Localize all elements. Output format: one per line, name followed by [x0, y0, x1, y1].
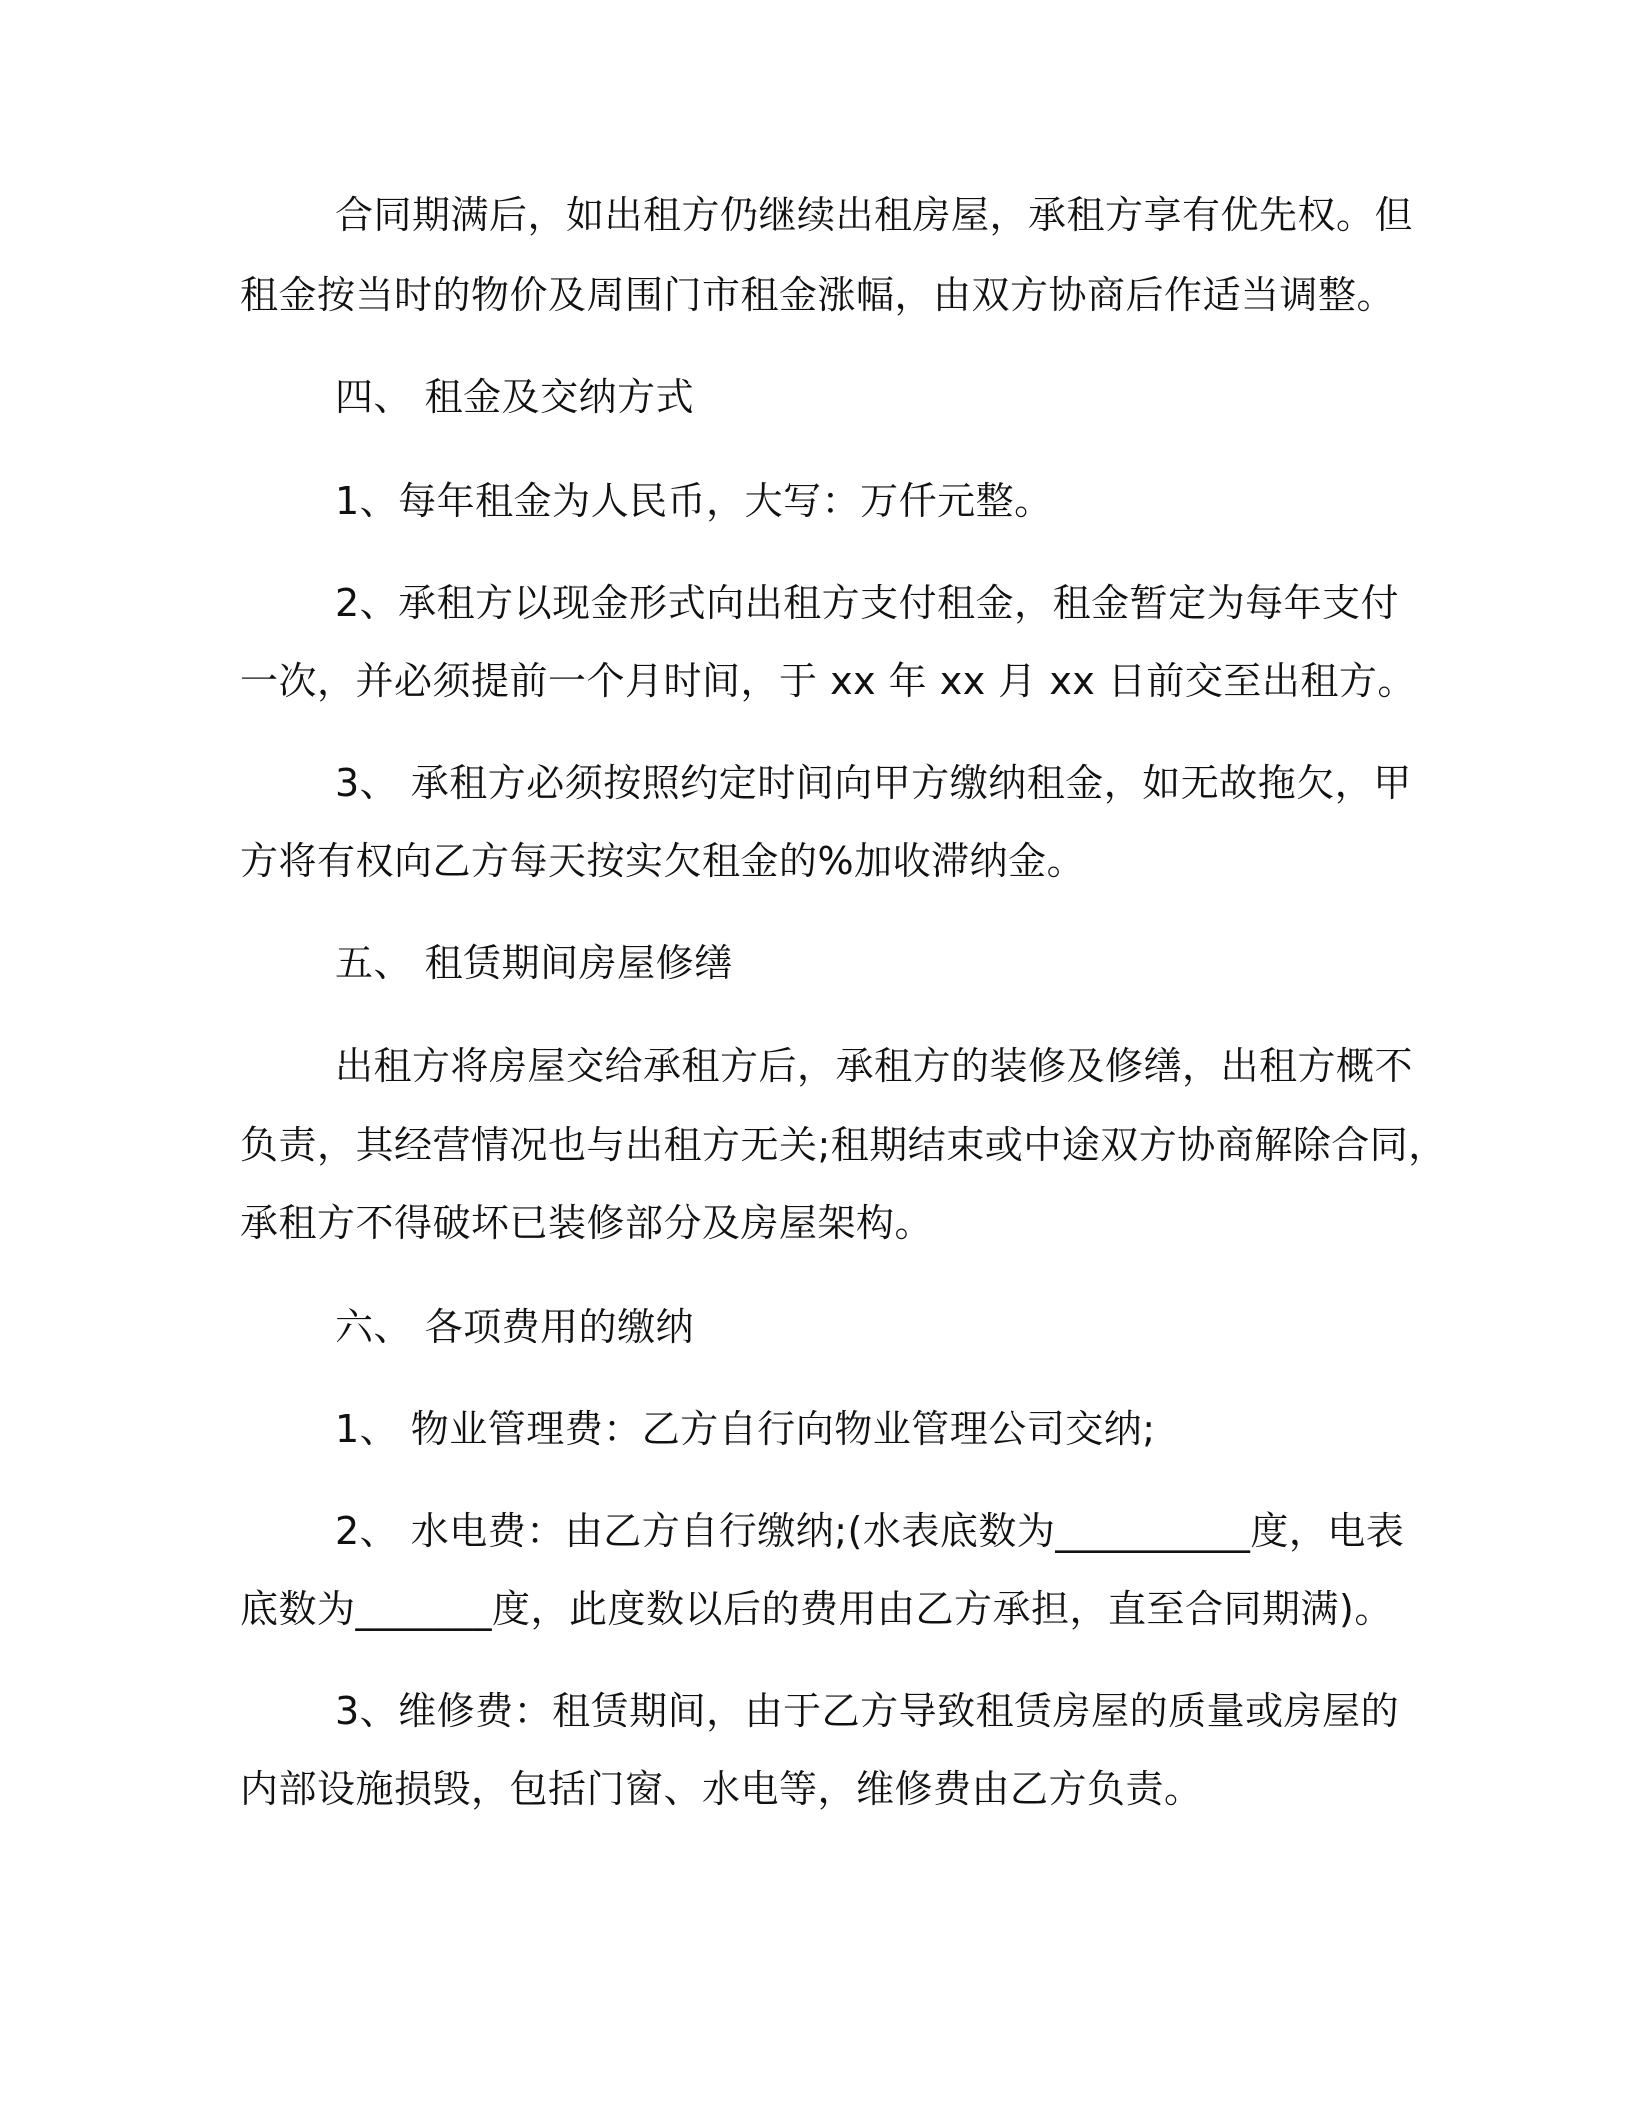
clause-item-line: 2、承租方以现金形式向出租方支付租金，租金暂定为每年支付: [335, 581, 1400, 625]
clause-item-line: 底数为_______度，此度数以后的费用由乙方承担，直至合同期满)。: [240, 1587, 1393, 1631]
section-heading-4: 四、 租金及交纳方式: [335, 375, 695, 419]
clause-item-line: 3、 承租方必须按照约定时间向甲方缴纳租金，如无故拖欠，甲: [335, 761, 1412, 805]
clause-item-line: 1、每年租金为人民币，大写：万仟元整。: [335, 479, 1053, 523]
clause-item-line: 一次，并必须提前一个月时间，于 xx 年 xx 月 xx 日前交至出租方。: [240, 659, 1416, 703]
clause-item-line: 方将有权向乙方每天按实欠租金的%加收滞纳金。: [240, 839, 1086, 883]
clause-paragraph-line: 负责，其经营情况也与出租方无关;租期结束或中途双方协商解除合同，: [240, 1123, 1447, 1167]
section-heading-5: 五、 租赁期间房屋修缮: [335, 941, 733, 985]
clause-paragraph-line: 出租方将房屋交给承租方后，承租方的装修及修缮，出租方概不: [335, 1044, 1414, 1088]
clause-item-line: 2、 水电费：由乙方自行缴纳;(水表底数为__________度，电表: [335, 1509, 1405, 1553]
section-heading-6: 六、 各项费用的缴纳: [335, 1305, 695, 1349]
clause-item-line: 内部设施损毁，包括门窗、水电等，维修费由乙方负责。: [240, 1767, 1203, 1811]
clause-paragraph-line: 租金按当时的物价及周围门市租金涨幅，由双方协商后作适当调整。: [240, 273, 1396, 317]
clause-paragraph-line: 合同期满后，如出租方仍继续出租房屋，承租方享有优先权。但: [335, 193, 1414, 237]
clause-item-line: 1、 物业管理费：乙方自行向物业管理公司交纳;: [335, 1407, 1156, 1451]
clause-paragraph-line: 承租方不得破坏已装修部分及房屋架构。: [240, 1201, 934, 1245]
clause-item-line: 3、维修费：租赁期间，由于乙方导致租赁房屋的质量或房屋的: [335, 1689, 1400, 1733]
